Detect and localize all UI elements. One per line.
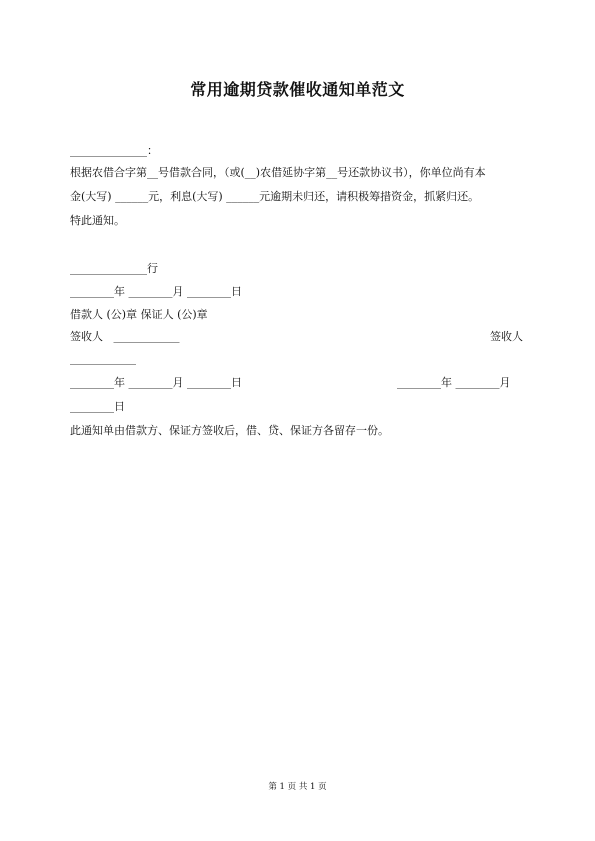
sign-left: 签收人 ____________: [70, 330, 180, 343]
body-line-1: 根据农借合字第__号借款合同，（或(__)农借延协字第__号还款协议书），你单位尚有本: [70, 166, 486, 179]
date-right-continuation: ________日: [70, 400, 125, 413]
sign-right: 签收人: [490, 330, 523, 343]
bank-line: ______________行: [70, 262, 158, 275]
sign-continuation: ____________: [70, 352, 136, 365]
date-line-1: ________年 ________月 ________日: [70, 285, 242, 298]
date-right: ________年 ________月: [397, 376, 511, 389]
date-left: ________年 ________月 ________日: [70, 376, 242, 389]
addressee-line: ______________：: [70, 144, 158, 157]
note-line: 此通知单由借款方、保证方签收后，借、贷、保证方各留存一份。: [70, 424, 389, 437]
body-line-3: 特此通知。: [70, 214, 125, 227]
body-line-2: 金(大写) ______元，利息(大写) ______元逾期未归还，请积极筹措资金，抓紧归还。: [70, 190, 480, 203]
page-number: 第 1 页 共 1 页: [268, 782, 327, 792]
seal-line: 借款人 (公)章 保证人 (公)章: [70, 308, 208, 321]
document-title: 常用逾期贷款催收通知单范文: [190, 80, 405, 99]
